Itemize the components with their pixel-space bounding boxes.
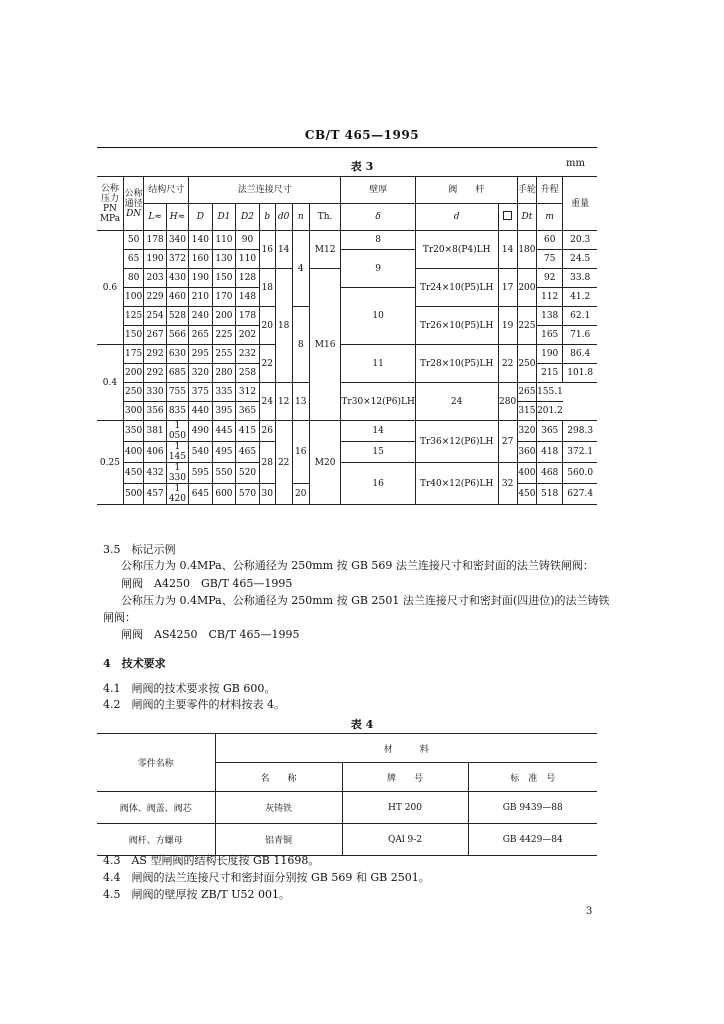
l-cell: 406 <box>144 442 166 463</box>
stem-cell: Tr30×12(P6)LH <box>341 383 415 421</box>
kg-cell: 298.3 <box>563 421 597 442</box>
delta-cell: 15 <box>341 442 415 463</box>
kg-cell: 560.0 <box>563 463 597 484</box>
h-cell: 340 <box>166 231 188 250</box>
table4 <box>97 733 597 856</box>
t4-part-cell: 阀体、阀盖、阀芯 <box>97 792 215 824</box>
h-cell: 835 <box>166 402 188 421</box>
delta-cell: 10 <box>341 288 415 345</box>
d2-cell: 465 <box>236 442 260 463</box>
dt-cell: 320 <box>517 421 536 442</box>
l-cell: 330 <box>144 383 166 402</box>
m-cell: 190 <box>537 345 563 364</box>
b-cell: 18 <box>259 269 275 307</box>
stem-cell: Tr40×12(P6)LH <box>415 463 498 505</box>
stem-cell: Tr28×10(P5)LH <box>415 345 498 383</box>
header-H: H≈ <box>166 204 188 231</box>
square-icon <box>498 204 517 231</box>
section-4-1: 4.1 闸阀的技术要求按 GB 600。 <box>103 682 276 695</box>
dn-cell: 300 <box>123 402 144 421</box>
d2-cell: 415 <box>236 421 260 442</box>
t4-standard-cell: GB 9439—88 <box>468 792 597 824</box>
d1-cell: 170 <box>212 288 236 307</box>
m-cell: 165 <box>537 326 563 345</box>
section-3-5-heading: 3.5 标记示例 <box>103 543 176 556</box>
kg-cell: 372.1 <box>563 442 597 463</box>
l-cell: 178 <box>144 231 166 250</box>
d1-cell: 445 <box>212 421 236 442</box>
header-weight: 重量 <box>563 177 597 231</box>
header-pn: 公称压力PN MPa <box>97 177 123 231</box>
section-4-heading: 4 技术要求 <box>103 657 166 670</box>
d1-cell: 550 <box>212 463 236 484</box>
h-cell: 1 330 <box>166 463 188 484</box>
kg-cell: 71.6 <box>563 326 597 345</box>
dt-cell: 200 <box>517 269 536 307</box>
d-cell: 210 <box>189 288 213 307</box>
delta-cell: 13 <box>292 383 309 421</box>
header-wall: 壁厚 <box>341 177 415 204</box>
d1-cell: 395 <box>212 402 236 421</box>
dt-cell: 250 <box>517 345 536 383</box>
d-cell: 440 <box>189 402 213 421</box>
pn-cell: 0.25 <box>97 421 123 505</box>
m-cell: 75 <box>537 250 563 269</box>
header-lift: 升程 <box>537 177 563 204</box>
l-cell: 292 <box>144 364 166 383</box>
header-flange: 法兰连接尺寸 <box>189 177 341 204</box>
d0-cell: 22 <box>275 421 292 505</box>
example-2-mark: 闸阀 AS4250 CB/T 465—1995 <box>121 628 300 641</box>
dt-cell: 360 <box>517 442 536 463</box>
pn-cell: 0.6 <box>97 231 123 345</box>
t4-header-name: 名 称 <box>215 763 342 792</box>
document-header: CB/T 465—1995 <box>304 128 420 142</box>
d1-cell: 110 <box>212 231 236 250</box>
h-cell: 566 <box>166 326 188 345</box>
header-dn-sym: DN <box>126 208 142 219</box>
h-cell: 685 <box>166 364 188 383</box>
stem-cell: Tr26×10(P5)LH <box>415 307 498 345</box>
d-cell: 490 <box>189 421 213 442</box>
h-cell: 1 050 <box>166 421 188 442</box>
m-cell: 365 <box>537 421 563 442</box>
dn-cell: 50 <box>123 231 144 250</box>
d1-cell: 495 <box>212 442 236 463</box>
d1-cell: 225 <box>212 326 236 345</box>
table3 <box>97 176 597 505</box>
d-cell: 645 <box>189 484 213 505</box>
l-cell: 292 <box>144 345 166 364</box>
dt-cell: 450 <box>517 484 536 505</box>
kg-cell: 201.2 <box>537 402 563 421</box>
m-cell: 138 <box>537 307 563 326</box>
n-cell: 4 <box>292 231 309 307</box>
header-D: D <box>189 204 213 231</box>
l-cell: 203 <box>144 269 166 288</box>
n-cell: 20 <box>292 484 309 505</box>
b-cell: 28 <box>259 442 275 484</box>
h-cell: 528 <box>166 307 188 326</box>
kg-cell: 627.4 <box>563 484 597 505</box>
delta-cell: 9 <box>341 250 415 288</box>
d2-cell: 110 <box>236 250 260 269</box>
example-2-text: 公称压力为 0.4MPa、公称通径为 250mm 按 GB 2501 法兰连接尺寸和密封面(四进位)的法兰铸铁 <box>121 594 610 607</box>
header-th: Th. <box>309 204 341 231</box>
t4-part-cell: 阀杆、方螺母 <box>97 824 215 856</box>
h-cell: 430 <box>166 269 188 288</box>
d-cell: 295 <box>189 345 213 364</box>
h-cell: 460 <box>166 288 188 307</box>
header-m: m <box>537 204 563 231</box>
example-2-text-cont: 闸阀： <box>103 611 136 624</box>
header-stem: 阀 杆 <box>415 177 517 204</box>
d1-cell: 255 <box>212 345 236 364</box>
section-4-2: 4.2 闸阀的主要零件的材料按表 4。 <box>103 698 285 711</box>
d2-cell: 570 <box>236 484 260 505</box>
delta-cell: 8 <box>341 231 415 250</box>
header-dn-top: 公称通径 <box>124 188 143 209</box>
t4-header-grade: 牌 号 <box>342 763 468 792</box>
dn-cell: 150 <box>123 326 144 345</box>
b-cell: 30 <box>259 484 275 505</box>
kg-cell: 33.8 <box>563 269 597 288</box>
delta-cell: 14 <box>341 421 415 442</box>
d2-cell: 148 <box>236 288 260 307</box>
m-cell: 92 <box>537 269 563 288</box>
d2-cell: 178 <box>236 307 260 326</box>
d1-cell: 335 <box>212 383 236 402</box>
n-cell: 12 <box>275 383 292 421</box>
d-cell: 160 <box>189 250 213 269</box>
m-cell: 60 <box>537 231 563 250</box>
section-4-4: 4.4 闸阀的法兰连接尺寸和密封面分别按 GB 569 和 GB 2501。 <box>103 871 430 884</box>
header-n: n <box>292 204 309 231</box>
table3-caption: 表 3 <box>350 160 374 173</box>
d2-cell: 520 <box>236 463 260 484</box>
n-cell: 16 <box>292 421 309 484</box>
square-cell: 19 <box>498 307 517 345</box>
header-rule <box>97 147 597 148</box>
stem-cell: Tr36×12(P6)LH <box>415 421 498 463</box>
m-cell: 315 <box>517 402 536 421</box>
dn-cell: 350 <box>123 421 144 442</box>
header-d0: d0 <box>275 204 292 231</box>
d1-cell: 200 <box>212 307 236 326</box>
m-cell: 418 <box>537 442 563 463</box>
d-cell: 595 <box>189 463 213 484</box>
d-cell: 540 <box>189 442 213 463</box>
th-cell: M16 <box>309 269 341 421</box>
dn-cell: 450 <box>123 463 144 484</box>
square-cell: 14 <box>498 231 517 269</box>
d1-cell: 600 <box>212 484 236 505</box>
m-cell: 518 <box>537 484 563 505</box>
d2-cell: 365 <box>236 402 260 421</box>
pn-cell: 0.4 <box>97 345 123 421</box>
square-cell: 32 <box>498 463 517 505</box>
dn-cell: 65 <box>123 250 144 269</box>
l-cell: 254 <box>144 307 166 326</box>
table4-caption: 表 4 <box>350 718 374 731</box>
d0-cell: 14 <box>275 231 292 269</box>
m-cell: 215 <box>537 364 563 383</box>
d2-cell: 312 <box>236 383 260 402</box>
t4-name-cell: 灰铸铁 <box>215 792 342 824</box>
dn-cell: 100 <box>123 288 144 307</box>
section-4-3: 4.3 AS 型闸阀的结构长度按 GB 11698。 <box>103 854 320 867</box>
d2-cell: 258 <box>236 364 260 383</box>
t4-header-material: 材 料 <box>215 734 597 763</box>
kg-cell: 86.4 <box>563 345 597 364</box>
kg-cell: 20.3 <box>563 231 597 250</box>
dn-cell: 200 <box>123 364 144 383</box>
t4-standard-cell: GB 4429—84 <box>468 824 597 856</box>
example-1-mark: 闸阀 A4250 GB/T 465—1995 <box>121 577 293 590</box>
l-cell: 381 <box>144 421 166 442</box>
dn-cell: 80 <box>123 269 144 288</box>
d-cell: 265 <box>189 326 213 345</box>
h-cell: 755 <box>166 383 188 402</box>
d-cell: 375 <box>189 383 213 402</box>
delta-cell: 11 <box>341 345 415 383</box>
d1-cell: 130 <box>212 250 236 269</box>
l-cell: 457 <box>144 484 166 505</box>
header-D1: D1 <box>212 204 236 231</box>
h-cell: 1 420 <box>166 484 188 505</box>
d1-cell: 150 <box>212 269 236 288</box>
d2-cell: 90 <box>236 231 260 250</box>
d2-cell: 232 <box>236 345 260 364</box>
dt-cell: 225 <box>517 307 536 345</box>
b-cell: 24 <box>259 383 275 421</box>
d2-cell: 202 <box>236 326 260 345</box>
header-dn <box>123 177 144 231</box>
th-cell: M20 <box>309 421 341 505</box>
l-cell: 190 <box>144 250 166 269</box>
l-cell: 267 <box>144 326 166 345</box>
t4-header-standard: 标 准 号 <box>468 763 597 792</box>
stem-cell: Tr20×8(P4)LH <box>415 231 498 269</box>
b-cell: 16 <box>259 231 275 269</box>
th-cell: M12 <box>309 231 341 269</box>
kg-cell: 24.5 <box>563 250 597 269</box>
square-cell: 22 <box>498 345 517 383</box>
m-cell: 265 <box>517 383 536 402</box>
header-delta: δ <box>341 204 415 231</box>
m-cell: 468 <box>537 463 563 484</box>
b-cell: 26 <box>259 421 275 442</box>
dt-cell: 280 <box>498 383 517 421</box>
d-cell: 320 <box>189 364 213 383</box>
b-cell: 22 <box>259 345 275 383</box>
header-d: d <box>415 204 498 231</box>
n-cell: 8 <box>292 307 309 383</box>
d1-cell: 280 <box>212 364 236 383</box>
t4-grade-cell: QAl 9-2 <box>342 824 468 856</box>
table3-unit: mm <box>566 158 585 169</box>
header-b: b <box>259 204 275 231</box>
dn-cell: 125 <box>123 307 144 326</box>
l-cell: 229 <box>144 288 166 307</box>
dn-cell: 250 <box>123 383 144 402</box>
header-wheel: 手轮 <box>517 177 536 204</box>
dt-cell: 400 <box>517 463 536 484</box>
delta-cell: 16 <box>341 463 415 505</box>
header-D2: D2 <box>236 204 260 231</box>
header-L: L≈ <box>144 204 166 231</box>
dn-cell: 400 <box>123 442 144 463</box>
d-cell: 190 <box>189 269 213 288</box>
h-cell: 1 145 <box>166 442 188 463</box>
t4-grade-cell: HT 200 <box>342 792 468 824</box>
header-struct: 结构尺寸 <box>144 177 189 204</box>
section-4-5: 4.5 闸阀的壁厚按 ZB/T U52 001。 <box>103 888 291 901</box>
square-cell: 17 <box>498 269 517 307</box>
t4-header-part: 零件名称 <box>97 734 215 792</box>
d-cell: 240 <box>189 307 213 326</box>
square-cell: 27 <box>498 421 517 463</box>
b-cell: 20 <box>259 307 275 345</box>
kg-cell: 101.8 <box>563 364 597 383</box>
l-cell: 432 <box>144 463 166 484</box>
example-1-text: 公称压力为 0.4MPa、公称通径为 250mm 按 GB 569 法兰连接尺寸和密封面的法兰铸铁闸阀： <box>121 559 594 572</box>
stem-cell: Tr24×10(P5)LH <box>415 269 498 307</box>
m-cell: 112 <box>537 288 563 307</box>
kg-cell: 41.2 <box>563 288 597 307</box>
dt-cell: 180 <box>517 231 536 269</box>
h-cell: 630 <box>166 345 188 364</box>
page-number: 3 <box>586 906 593 917</box>
d-cell: 140 <box>189 231 213 250</box>
dn-cell: 500 <box>123 484 144 505</box>
l-cell: 356 <box>144 402 166 421</box>
kg-cell: 155.1 <box>537 383 563 402</box>
dn-cell: 175 <box>123 345 144 364</box>
t4-name-cell: 铝青铜 <box>215 824 342 856</box>
square-cell: 24 <box>415 383 498 421</box>
kg-cell: 62.1 <box>563 307 597 326</box>
header-Dt: Dt <box>517 204 536 231</box>
d2-cell: 128 <box>236 269 260 288</box>
d0-cell: 18 <box>275 269 292 383</box>
h-cell: 372 <box>166 250 188 269</box>
